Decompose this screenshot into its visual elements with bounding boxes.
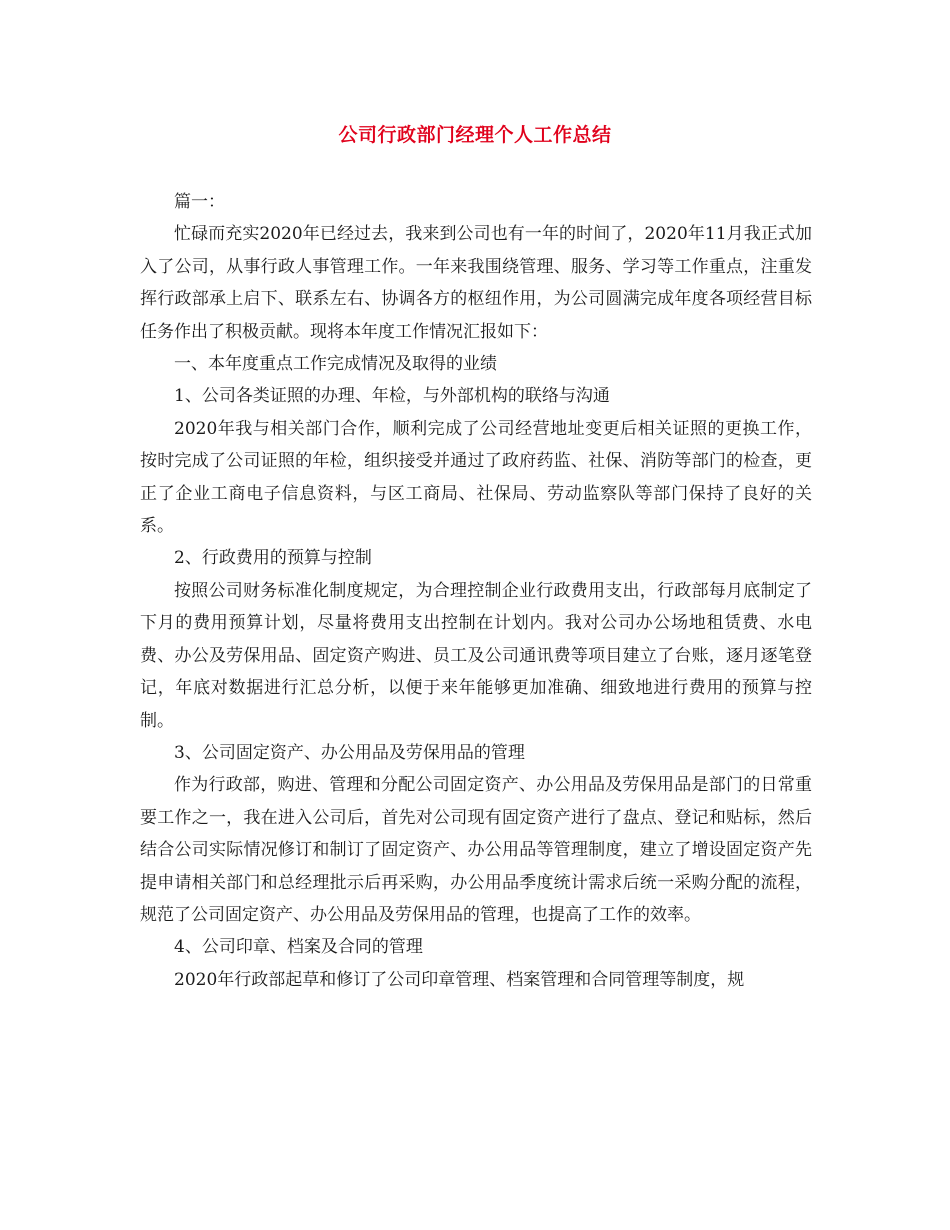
subsection-heading: 2、行政费用的预算与控制 (174, 548, 372, 569)
paragraph: 篇一： (174, 192, 225, 212)
paragraph: 2020年我与相关部门合作，顺利完成了公司经营地址变更后相关证照的更换工作，按时完成了公司证照的年检，组织接受并通过了政府药监、社保、消防等部门的检查，更正了企业工商电子信息资料，与区工商局、社保局、劳动监察队等部门保持了良好的关系。 (140, 418, 812, 537)
subsection-heading: 3、公司固定资产、办公用品及劳保用品的管理 (174, 742, 525, 763)
document-title: 公司行政部门经理个人工作总结 (338, 124, 612, 146)
paragraph: 作为行政部，购进、管理和分配公司固定资产、办公用品及劳保用品是部门的日常重要工作之一，我在进入公司后，首先对公司现有固定资产进行了盘点、登记和贴标，然后结合公司实际情况修订和制订了固定资产、办公用品等管理制度，建立了增设固定资产先提申请相关部门和总经理批示后再采购，办公用品季度统计需求后统一采购分配的流程，规范了公司固定资产、办公用品及劳保用品的管理，也提高了工作的效率。 (140, 775, 812, 925)
paragraph: 按照公司财务标准化制度规定，为合理控制企业行政费用支出，行政部每月底制定了下月的费用预算计划，尽量将费用支出控制在计划内。我对公司办公场地租赁费、水电费、办公及劳保用品、固定资产购进、员工及公司通讯费等项目建立了台账，逐月逐笔登记，年底对数据进行汇总分析，以便于来年能够更加准确、细致地进行费用的预算与控制。 (140, 580, 812, 731)
subsection-heading: 4、公司印章、档案及合同的管理 (174, 937, 423, 958)
section-heading: 一、本年度重点工作完成情况及取得的业绩 (174, 354, 497, 375)
subsection-heading: 1、公司各类证照的办理、年检，与外部机构的联络与沟通 (174, 386, 610, 407)
paragraph: 2020年行政部起草和修订了公司印章管理、档案管理和合同管理等制度，规 (174, 969, 745, 990)
document-body (140, 186, 812, 996)
paragraph: 忙碌而充实2020年已经过去，我来到公司也有一年的时间了，2020年11月我正式加入了公司，从事行政人事管理工作。一年来我围绕管理、服务、学习等工作重点，注重发挥行政部承上启下、联系左右、协调各方的枢纽作用，为公司圆满完成年度各项经营目标任务作出了积极贡献。现将本年度工作情况汇报如下： (140, 224, 812, 342)
